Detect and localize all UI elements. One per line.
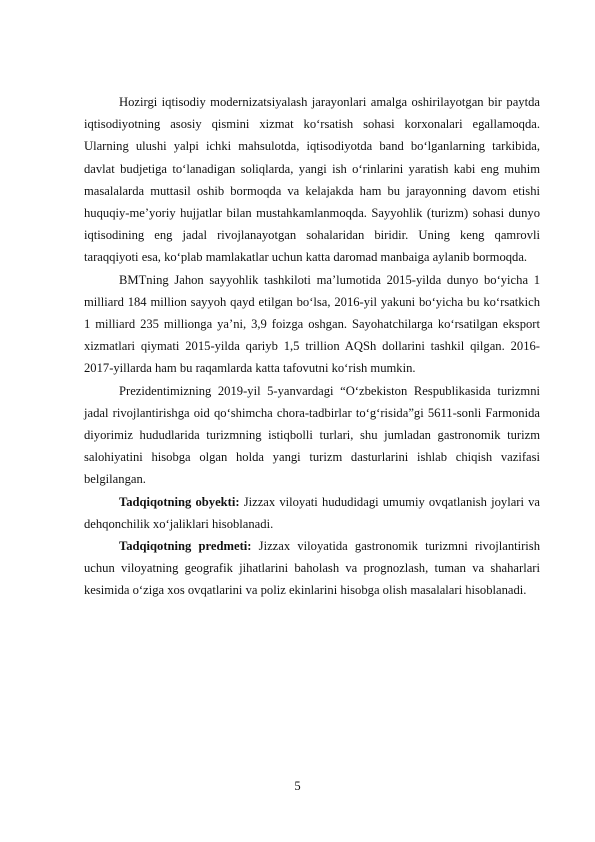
- research-object-label: Tadqiqotning obyekti:: [119, 494, 240, 509]
- research-object-text: Jizzax viloyati hududidagi umumiy ovqatlanish joylari va dehqonchilik xo‘jaliklari hisoblanadi.: [84, 494, 541, 531]
- paragraph-introduction: Hozirgi iqtisodiy modernizatsiyalash jarayonlari amalga oshirilayotgan bir paytda iqtisodiyotning asosiy qismini xizmat ko‘rsatish sohasi korxonalari egallamoqda. Ularning ulushi yalpi ichki mahsulotda, iqtisodiyotda band bo‘lganlarning tarkibida, davlat budjetiga to‘lanadigan soliqlarda, yangi ish o‘rinlarini yaratish kabi eng muhim masalalarda muttasil oshib bormoqda va kelajakda ham bu jarayonning davom etishi huquqiy-me’yoriy hujjatlar bilan mustahkamlanmoqda. Sayyohlik (turizm) sohasi dunyo iqtisodining eng jadal rivojlanayotgan sohalaridan biridir. Uning keng qamrovli taraqqiyoti esa, ko‘plab mamlakatlar uchun katta daromad manbaiga aylanib bormoqda.: [84, 95, 540, 265]
- page-number: 5: [294, 779, 301, 793]
- paragraph-research-object: [84, 491, 540, 535]
- paragraph-presidential-decree: Prezidentimizning 2019-yil 5-yanvardagi “O‘zbekiston Respublikasida turizmni jadal rivojlantirishga oid qo‘shimcha chora-tadbirlar to‘g‘risida”gi 5611-sonli Farmonida diyorimiz hududlarida turizmning istiqbolli turlari, shu jumladan gastronomik turizm salohiyatini hisobga olgan holda yangi turizm dasturlarini ishlab chiqish vazifasi belgilangan.: [84, 383, 540, 487]
- research-subject-label: Tadqiqotning predmeti:: [119, 539, 252, 554]
- body-text: [84, 91, 540, 602]
- paragraph-research-subject: [84, 535, 540, 602]
- research-subject-text: Jizzax viloyatida gastronomik turizmni rivojlantirish uchun viloyatning geografik jihatlarini baholash va prognozlash, tuman va shaharlari kesimida o‘ziga xos ovqatlarini va poliz ekinlarini hisobga olish masalalari hisoblanadi.: [84, 539, 541, 598]
- paragraph-tourism-statistics: BMTning Jahon sayyohlik tashkiloti ma’lumotida 2015-yilda dunyo bo‘yicha 1 milliard 184 million sayyoh qayd etilgan bo‘lsa, 2016-yil yakuni bo‘yicha bu ko‘rsatkich 1 milliard 235 millionga ya’ni, 3,9 foizga oshgan. Sayohatchilarga ko‘rsatilgan eksport xizmatlari qiymati 2015-yilda qariyb 1,5 trillion AQSh dollarini tashkil qilgan. 2016-2017-yillarda ham bu raqamlarda katta tafovutni ko‘rish mumkin.: [84, 272, 540, 376]
